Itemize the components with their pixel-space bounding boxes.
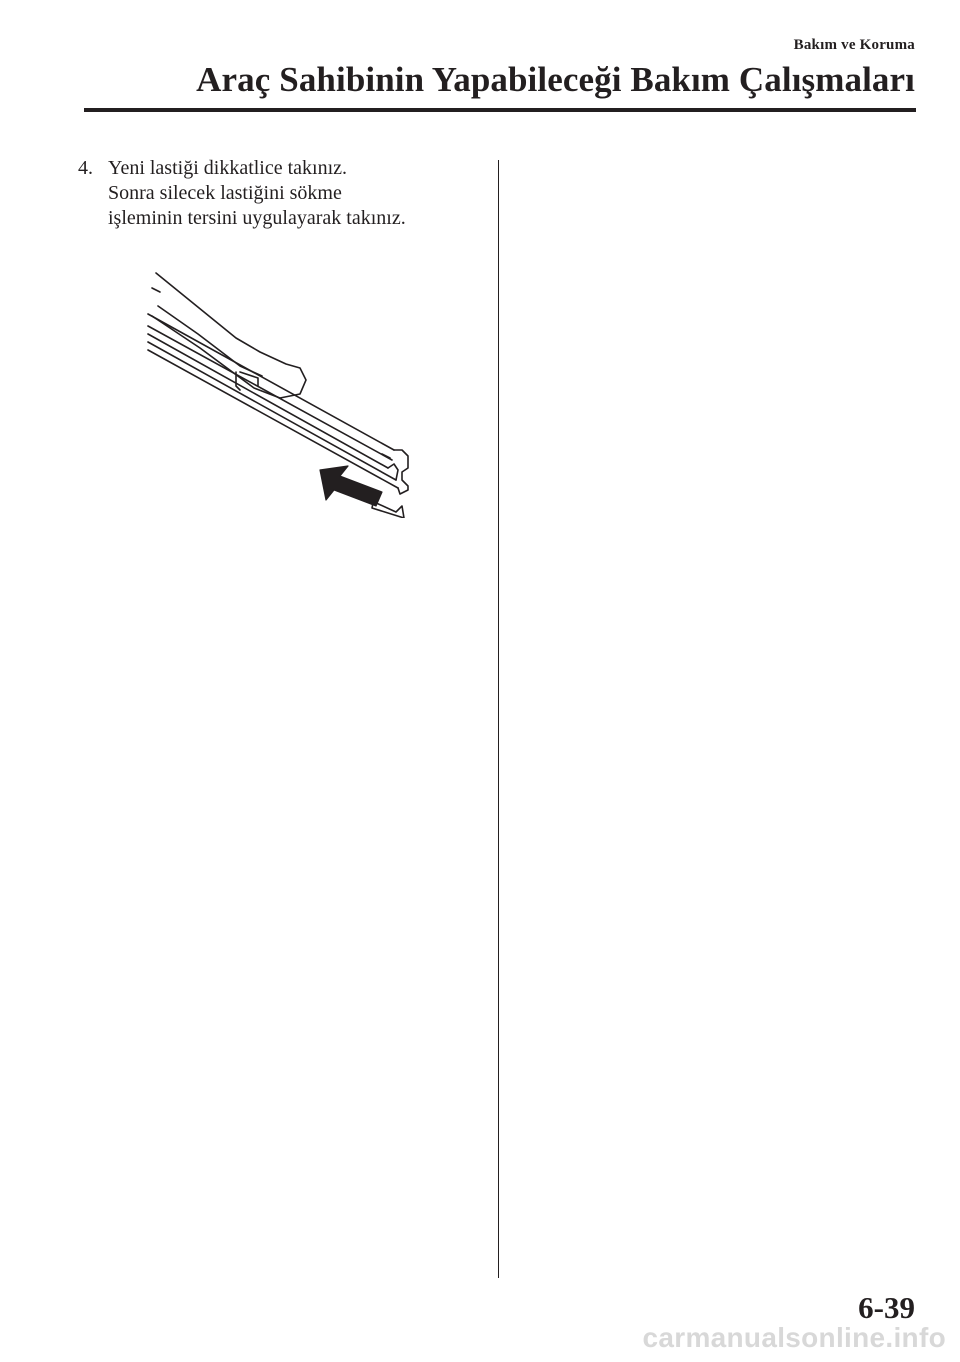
watermark: carmanualsonline.info — [642, 1322, 946, 1353]
chapter-title: Araç Sahibinin Yapabileceği Bakım Çalışmaları — [196, 60, 915, 99]
instruction-step — [78, 156, 478, 231]
section-label: Bakım ve Koruma — [793, 37, 915, 53]
header-rule — [84, 108, 916, 112]
wiper-rubber — [148, 314, 408, 494]
wiper-blade-illustration — [140, 268, 440, 518]
step-line-1: Yeni lastiği dikkatlice takınız. — [108, 157, 348, 179]
step-text — [108, 156, 478, 231]
step-number: 4. — [78, 157, 93, 179]
step-line-3: işleminin tersini uygulayarak takınız. — [108, 207, 406, 229]
step-line-2: Sonra silecek lastiğini sökme — [108, 182, 342, 204]
column-divider — [498, 160, 499, 1278]
page-number: 6-39 — [858, 1290, 915, 1325]
push-arrow-icon — [320, 466, 404, 518]
